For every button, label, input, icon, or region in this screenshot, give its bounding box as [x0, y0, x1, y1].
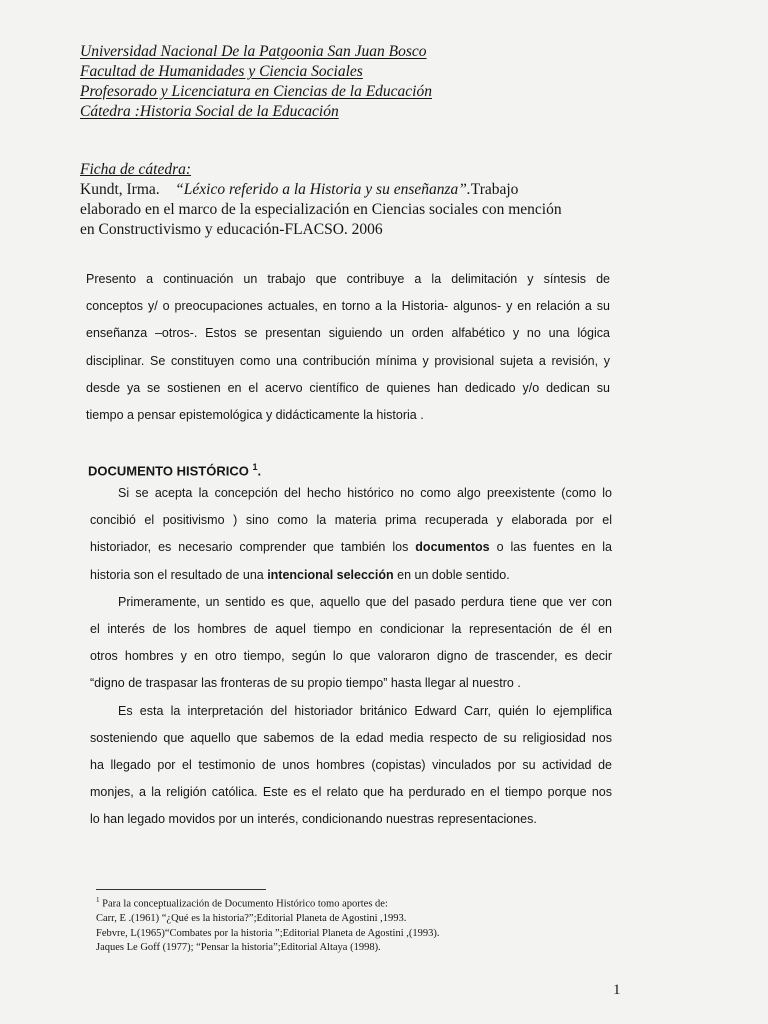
body-line: sosteniendo que aquello que sabemos de la edad media respecto de su religiosidad nos: [90, 730, 612, 745]
intro-line: tiempo a pensar epistemológica y didácticamente la historia .: [86, 408, 424, 423]
body-line: [90, 534, 612, 561]
footnote-line: [96, 893, 536, 912]
document-section-body: [90, 480, 612, 834]
section-heading-tail: .: [257, 463, 262, 479]
section-heading: [88, 462, 261, 478]
intro-line: conceptos y/ o preocupaciones actuales, en torno a la Historia- algunos- y en relación a su: [86, 299, 610, 314]
intro-line: disciplinar. Se constituyen como una contribución mínima y provisional sujeta a revisión, y: [86, 353, 610, 368]
reference-line-3: en Constructivismo y educación-FLACSO. 2006: [80, 221, 383, 238]
footnote-separator: [96, 889, 266, 890]
text-run: o las fuentes en la: [489, 540, 612, 555]
ficha-title: Ficha de cátedra:: [80, 161, 192, 178]
body-line: concibió el positivismo ) sino como la materia prima recuperada y elaborada por el: [90, 513, 612, 528]
footnote-text: Para la conceptualización de Documento Histórico tomo aportes de:: [102, 898, 388, 910]
bold-term: documentos: [415, 540, 490, 555]
text-run: historiador, es necesario comprender que también los: [90, 540, 416, 555]
bold-term: intencional selección: [267, 567, 394, 582]
header-line-faculty: Facultad de Humanidades y Ciencia Sociales: [80, 63, 363, 80]
reference-line-1-tail: Trabajo: [470, 181, 519, 198]
footnote-reference: 1: [252, 462, 258, 472]
text-run: en un doble sentido.: [393, 567, 510, 582]
body-line: [90, 562, 612, 589]
body-line: ha llegado por el testimonio de unos hombres (copistas) vinculados por su actividad de: [90, 758, 612, 773]
body-line: monjes, a la religión católica. Este es el relato que ha perdurado en el tiempo porque nos: [90, 785, 612, 800]
page-number: 1: [613, 982, 621, 998]
intro-paragraph: [86, 266, 610, 429]
footnotes: [96, 893, 536, 956]
footnote-line: Jaques Le Goff (1977); “Pensar la historia”;Editorial Altaya (1998).: [96, 942, 381, 953]
reference-block: [80, 160, 640, 240]
body-line: Si se acepta la concepción del hecho histórico no como algo preexistente (como lo: [118, 486, 612, 500]
institution-header: [80, 42, 520, 122]
footnote-line: Febvre, L(1965)“Combates por la historia ”;Editorial Planeta de Agostini ,(1993).: [96, 927, 440, 939]
reference-author: Kundt, Irma.: [80, 181, 160, 198]
body-line: otros hombres y en otro tiempo, según lo que valoraron digno de trascender, es decir: [90, 649, 612, 664]
reference-work-title: “Léxico referido a la Historia y su enseñanza”.: [175, 181, 471, 198]
header-line-program: Profesorado y Licenciatura en Ciencias de la Educación: [80, 83, 432, 100]
intro-line: Presento a continuación un trabajo que contribuye a la delimitación y síntesis de: [86, 272, 610, 286]
header-line-chair: Cátedra :Historia Social de la Educación: [80, 103, 339, 120]
text-run: historia son el resultado de una: [90, 567, 268, 582]
body-line: Es esta la interpretación del historiador británico Edward Carr, quién lo ejemplifica: [118, 703, 612, 718]
intro-line: enseñanza –otros-. Estos se presentan siguiendo un orden alfabético y no una lógica: [86, 326, 610, 341]
body-line: lo han legado movidos por un interés, condicionando nuestras representaciones.: [90, 812, 537, 827]
body-line: el interés de los hombres de aquel tiempo en condicionar la representación de él en: [90, 622, 612, 637]
intro-line: desde ya se sostienen en el acervo científico de quienes han dedicado y/o dedican su: [86, 380, 610, 395]
header-line-university: Universidad Nacional De la Patgoonia San Juan Bosco: [80, 43, 427, 60]
section-heading-text: DOCUMENTO HISTÓRICO: [88, 463, 249, 479]
footnote-line: Carr, E .(1961) “¿Qué es la historia?”;Editorial Planeta de Agostini ,1993.: [96, 913, 407, 924]
reference-line-1: [80, 180, 640, 200]
footnote-marker: 1: [96, 896, 100, 904]
reference-line-2: elaborado en el marco de la especialización en Ciencias sociales con mención: [80, 201, 562, 218]
body-line: Primeramente, un sentido es que, aquello que del pasado perdura tiene que ver con: [118, 594, 612, 609]
body-line: “digno de traspasar las fronteras de su propio tiempo” hasta llegar al nuestro .: [90, 676, 521, 691]
